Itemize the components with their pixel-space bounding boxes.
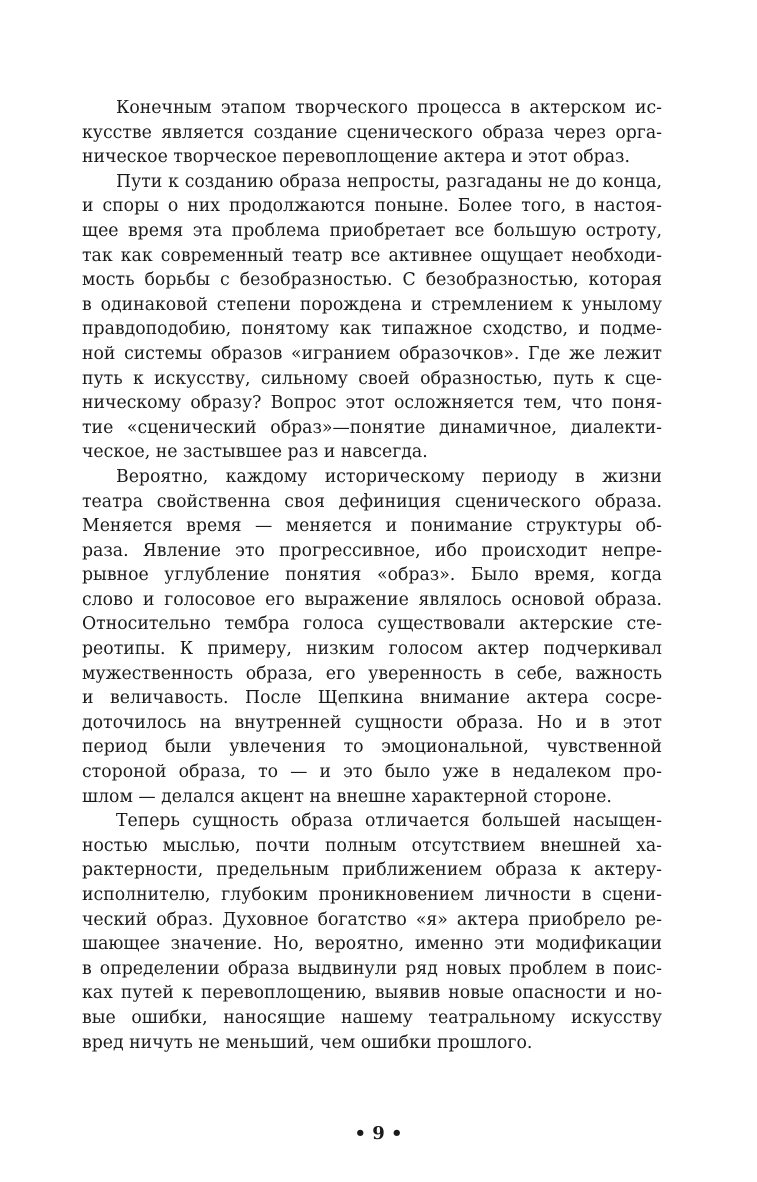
text-line: Конечным этапом творческого процесса в актерском ис- [116,98,662,118]
page-number: • 9 • [354,1123,403,1144]
text-line: Пути к созданию образа непросты, разгаданы не до конца, [116,171,662,192]
text-line: ках путей к перевоплощению, выявив новые опасности и но- [82,983,662,1004]
text-line: ческое, не застывшее раз и навсегда. [82,442,428,463]
text-line: стороной образа, то — и это было уже в недалеком про- [82,762,662,783]
page-body [82,96,662,1055]
text-line: правдоподобию, понятому как типажное сходство, и подме- [82,319,662,340]
text-line: шающее значение. Но, вероятно, именно эти модификации [82,934,662,955]
text-line: реотипы. К примеру, низким голосом актер подчеркивал [82,639,662,660]
text-line: в определении образа выдвинули ряд новых проблем в поис- [82,958,662,979]
text-line: раза. Явление это прогрессивное, ибо происходит непре- [82,540,662,561]
text-line: рывное углубление понятия «образ». Было время, когда [82,565,662,586]
text-line: тие «сценический образ»—понятие динамичное, диалекти- [82,417,662,438]
paragraph-4 [82,809,662,1055]
paragraph-1 [82,96,662,170]
text-line: исполнителю, глубоким проникновением личности в сцени- [82,885,662,905]
text-line: период были увлечения то эмоциональной, чувственной [82,737,662,758]
text-line: Меняется время — меняется и понимание структуры об- [82,516,662,537]
text-line: путь к искусству, сильному своей образностью, путь к сце- [82,368,662,389]
text-line: кусстве является создание сценического образа через орга- [82,122,662,143]
text-line: доточилось на внутренней сущности образа. Но и в этот [82,712,662,733]
text-line: ническое творческое перевоплощение актера и этот образ. [82,147,630,168]
text-line: ностью мыслью, почти полным отсутствием внешней ха- [82,835,662,856]
text-line: рактерности, предельным приближением образа к актеру- [82,860,662,881]
text-line: ческий образ. Духовное богатство «я» актера приобрело ре- [82,909,662,930]
text-line: ническому образу? Вопрос этот осложняется тем, что поня- [82,393,662,414]
text-line: так как современный театр все активнее ощущает необходи- [82,245,662,266]
text-line: в одинаковой степени порождена и стремлением к унылому [82,294,662,315]
text-line: Вероятно, каждому историческому периоду в жизни [116,466,662,487]
text-line: Теперь сущность образа отличается большей насыщен- [116,811,662,832]
paragraph-2 [82,170,662,465]
text-line: и величавость. После Щепкина внимание актера сосре- [82,688,662,709]
text-line: и споры о них продолжаются поныне. Более того, в настоя- [82,196,662,217]
text-line: мость борьбы с безобразностью. С безобразностью, которая [82,270,662,291]
text-line: щее время эта проблема приобретает все большую остроту, [82,220,662,241]
text-line: вые ошибки, наносящие нашему театральному искусству [82,1007,662,1028]
text-line: Относительно тембра голоса существовали актерские сте- [82,614,662,635]
text-line: мужественность образа, его уверенность в себе, важность [82,663,662,684]
text-line: слово и голосовое его выражение являлось основой образа. [82,589,662,610]
text-line: вред ничуть не меньший, чем ошибки прошлого. [82,1032,533,1053]
text-line: театра свойственна своя дефиниция сценического образа. [82,491,662,512]
text-line: шлом — делался акцент на внешне характерной стороне. [82,786,612,807]
text-line: ной системы образов «игранием образочков». Где же лежит [82,343,662,364]
paragraph-3 [82,465,662,809]
